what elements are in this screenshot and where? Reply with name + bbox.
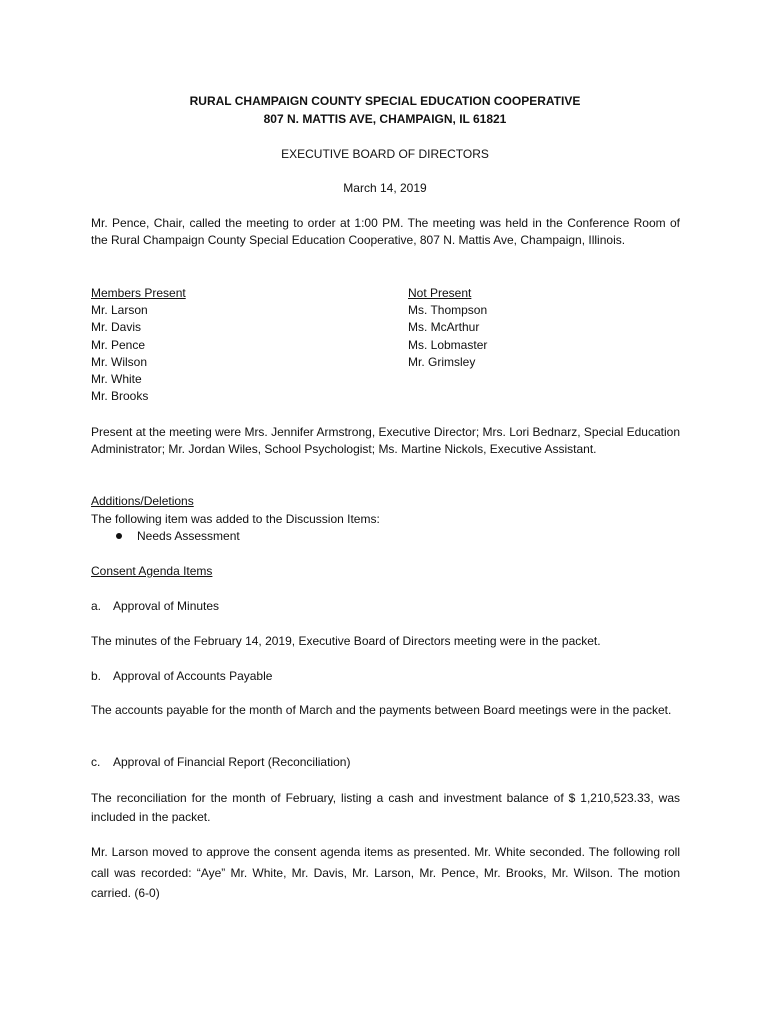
meeting-date: March 14, 2019: [343, 181, 427, 195]
bullet-icon: [116, 528, 124, 545]
member-present: Mr. Wilson: [91, 354, 148, 369]
item-a-title: Approval of Minutes: [113, 599, 220, 613]
org-name: RURAL CHAMPAIGN COUNTY SPECIAL EDUCATION COOPERATIVE: [189, 94, 581, 108]
members-present-list: [91, 302, 148, 406]
not-present-heading: Not Present: [408, 286, 472, 300]
item-c-title: Approval of Financial Report (Reconciliation): [113, 755, 351, 769]
board-title: EXECUTIVE BOARD OF DIRECTORS: [281, 147, 489, 161]
member-present: Mr. Pence: [91, 337, 146, 352]
item-b-title: Approval of Accounts Payable: [113, 669, 273, 683]
member-absent: Mr. Grimsley: [408, 354, 476, 369]
not-present-list: [408, 302, 487, 371]
additions-text: The following item was added to the Discussion Items:: [91, 512, 380, 526]
member-present: Mr. White: [91, 372, 142, 387]
item-c-label: c.: [91, 755, 101, 769]
member-absent: Ms. Thompson: [408, 303, 488, 317]
member-present: Mr. Davis: [91, 320, 142, 335]
additions-bullet-item: Needs Assessment: [137, 529, 240, 543]
members-present-heading: Members Present: [91, 286, 186, 300]
member-present: Mr. Brooks: [91, 389, 149, 404]
intro-paragraph: Mr. Pence, Chair, called the meeting to order at 1:00 PM. The meeting was held in the Conference Room of the Rural Champaign County Special Education Cooperative, 807 N. Mattis Ave, Champaign, Illinois.: [91, 216, 680, 248]
item-a-label: a.: [91, 599, 102, 613]
member-absent: Ms. Lobmaster: [408, 337, 488, 352]
item-b-text: The accounts payable for the month of March and the payments between Board meetings were in the packet.: [91, 703, 672, 717]
item-b-label: b.: [91, 669, 102, 683]
motion-paragraph: Mr. Larson moved to approve the consent agenda items as presented. Mr. White seconded. The following roll call was recorded: “Aye” Mr. White, Mr. Davis, Mr. Larson, Mr. Pence, Mr. Brooks, Mr. Wilson. The motion carried. (6-0): [91, 845, 680, 900]
additions-heading: Additions/Deletions: [91, 494, 194, 508]
consent-heading: Consent Agenda Items: [91, 564, 213, 578]
member-absent: Ms. McArthur: [408, 320, 480, 335]
item-a-text: The minutes of the February 14, 2019, Executive Board of Directors meeting were in the packet.: [91, 634, 601, 648]
item-c-text: The reconciliation for the month of February, listing a cash and investment balance of $ 1,210,523.33, was included in the packet.: [91, 791, 680, 824]
member-present: Mr. Larson: [91, 303, 148, 317]
org-address: 807 N. MATTIS AVE, CHAMPAIGN, IL 61821: [263, 112, 507, 126]
also-present-paragraph: Present at the meeting were Mrs. Jennifer Armstrong, Executive Director; Mrs. Lori Bednarz, Special Education Administrator; Mr. Jordan Wiles, School Psychologist; Ms. Martine Nickols, Executive Assistant.: [91, 425, 680, 457]
